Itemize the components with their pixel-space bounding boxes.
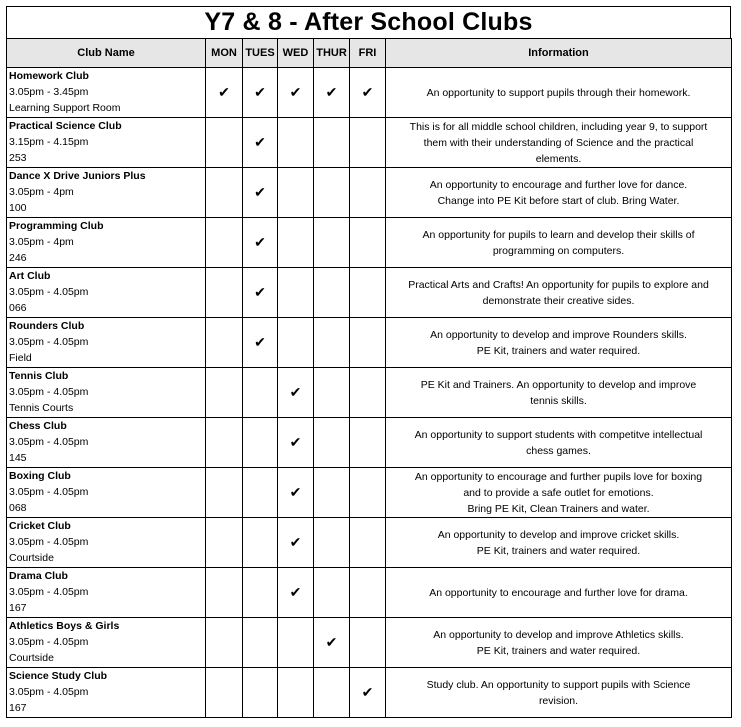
day-cell-tues (243, 418, 278, 468)
table-row (7, 618, 732, 668)
club-location: 167 (9, 602, 27, 614)
club-location: Courtside (9, 552, 54, 564)
club-location: 068 (9, 502, 27, 514)
club-time: 3.05pm - 4.05pm (9, 536, 89, 548)
day-cell-mon (206, 268, 243, 318)
info-line: Practical Arts and Crafts! An opportunity for pupils to explore and (408, 278, 709, 291)
club-cell (7, 318, 206, 368)
info-line: Study club. An opportunity to support pupils with Science (426, 678, 691, 691)
day-cell-tues (243, 218, 278, 268)
header-day-mon: MON (206, 39, 243, 68)
day-cell-fri (350, 318, 386, 368)
club-cell (7, 518, 206, 568)
club-location: 246 (9, 252, 27, 264)
info-line: An opportunity for pupils to learn and develop their skills of (422, 228, 695, 241)
clubs-sheet (6, 6, 731, 718)
day-cell-fri (350, 368, 386, 418)
info-line: demonstrate their creative sides. (482, 294, 635, 307)
day-cell-tues (243, 318, 278, 368)
info-cell (386, 568, 732, 618)
check-icon: ✔ (254, 334, 266, 350)
info-line: PE Kit, trainers and water required. (476, 344, 641, 357)
info-line: An opportunity to support students with competitve intellectual (414, 428, 703, 441)
club-name: Homework Club (9, 70, 89, 82)
check-icon: ✔ (254, 134, 266, 150)
day-cell-wed (278, 68, 314, 118)
check-icon: ✔ (289, 484, 302, 500)
day-cell-wed (278, 668, 314, 718)
club-rows (7, 68, 732, 718)
info-line: An opportunity to develop and improve Rounders skills. (430, 328, 687, 341)
club-cell (7, 618, 206, 668)
info-cell (386, 318, 732, 368)
club-cell (7, 118, 206, 168)
club-cell (7, 218, 206, 268)
day-cell-mon (206, 418, 243, 468)
club-name: Athletics Boys & Girls (9, 620, 120, 632)
header-day-fri: FRI (350, 39, 386, 68)
check-icon: ✔ (361, 84, 374, 100)
info-line: PE Kit, trainers and water required. (476, 544, 641, 557)
info-line: them with their understanding of Science and the practical (423, 136, 694, 149)
info-cell (386, 368, 732, 418)
club-name: Boxing Club (9, 470, 71, 482)
day-cell-fri (350, 518, 386, 568)
header-day-tues: TUES (243, 39, 278, 68)
day-cell-mon (206, 618, 243, 668)
day-cell-tues (243, 518, 278, 568)
club-location: 145 (9, 452, 27, 464)
info-line: An opportunity to develop and improve Athletics skills. (433, 628, 684, 641)
day-cell-wed (278, 418, 314, 468)
club-location: Learning Support Room (9, 102, 121, 114)
day-cell-tues (243, 468, 278, 518)
club-time: 3.05pm - 4.05pm (9, 686, 89, 698)
club-name: Tennis Club (9, 370, 69, 382)
day-cell-tues (243, 368, 278, 418)
club-location: 253 (9, 152, 27, 164)
info-line: and to provide a safe outlet for emotions. (463, 486, 654, 499)
page-title: Y7 & 8 - After School Clubs (6, 6, 731, 38)
info-cell (386, 118, 732, 168)
header-information: Information (386, 39, 732, 68)
check-icon: ✔ (325, 84, 338, 100)
info-line: An opportunity to support pupils through their homework. (426, 86, 691, 99)
day-cell-wed (278, 468, 314, 518)
day-cell-thur (314, 468, 350, 518)
table-row (7, 168, 732, 218)
club-location: Tennis Courts (9, 402, 74, 414)
day-cell-fri (350, 118, 386, 168)
club-time: 3.05pm - 4.05pm (9, 486, 89, 498)
info-cell (386, 268, 732, 318)
info-line: PE Kit and Trainers. An opportunity to develop and improve (420, 378, 697, 391)
club-name: Art Club (9, 270, 51, 282)
club-name: Drama Club (9, 570, 68, 582)
day-cell-fri (350, 568, 386, 618)
club-cell (7, 418, 206, 468)
day-cell-wed (278, 518, 314, 568)
club-cell (7, 168, 206, 218)
check-icon: ✔ (254, 284, 266, 300)
club-time: 3.05pm - 4pm (9, 236, 74, 248)
club-cell (7, 268, 206, 318)
header-day-wed: WED (278, 39, 314, 68)
day-cell-wed (278, 218, 314, 268)
day-cell-thur (314, 68, 350, 118)
table-row (7, 568, 732, 618)
day-cell-mon (206, 168, 243, 218)
club-time: 3.05pm - 4pm (9, 186, 74, 198)
club-location: Field (9, 352, 32, 364)
day-cell-thur (314, 118, 350, 168)
header-row (7, 39, 732, 68)
check-icon: ✔ (254, 234, 266, 250)
day-cell-thur (314, 318, 350, 368)
day-cell-tues (243, 68, 278, 118)
club-time: 3.05pm - 4.05pm (9, 586, 89, 598)
info-cell (386, 668, 732, 718)
info-line: revision. (538, 694, 579, 707)
day-cell-wed (278, 368, 314, 418)
club-name: Practical Science Club (9, 120, 122, 132)
club-time: 3.05pm - 4.05pm (9, 636, 89, 648)
clubs-table (6, 38, 732, 718)
day-cell-wed (278, 168, 314, 218)
header-club-name: Club Name (7, 39, 206, 68)
info-line: This is for all middle school children, including year 9, to support (409, 120, 708, 133)
day-cell-thur (314, 218, 350, 268)
info-cell (386, 168, 732, 218)
day-cell-wed (278, 568, 314, 618)
club-time: 3.05pm - 4.05pm (9, 436, 89, 448)
table-row (7, 68, 732, 118)
club-location: 100 (9, 202, 27, 214)
club-location: 066 (9, 302, 27, 314)
check-icon: ✔ (218, 84, 230, 100)
info-line: Change into PE Kit before start of club. Bring Water. (437, 194, 680, 207)
info-line: elements. (535, 152, 582, 165)
club-time: 3.15pm - 4.15pm (9, 136, 89, 148)
club-cell (7, 368, 206, 418)
day-cell-fri (350, 68, 386, 118)
club-time: 3.05pm - 4.05pm (9, 286, 89, 298)
table-row (7, 668, 732, 718)
club-location: Courtside (9, 652, 54, 664)
club-name: Programming Club (9, 220, 104, 232)
day-cell-fri (350, 418, 386, 468)
day-cell-fri (350, 218, 386, 268)
club-time: 3.05pm - 4.05pm (9, 336, 89, 348)
table-row (7, 368, 732, 418)
day-cell-wed (278, 268, 314, 318)
club-cell (7, 668, 206, 718)
info-line: tennis skills. (530, 394, 587, 407)
club-time: 3.05pm - 3.45pm (9, 86, 89, 98)
day-cell-tues (243, 168, 278, 218)
day-cell-mon (206, 568, 243, 618)
info-cell (386, 468, 732, 518)
check-icon: ✔ (289, 434, 302, 450)
day-cell-fri (350, 468, 386, 518)
table-row (7, 218, 732, 268)
day-cell-thur (314, 368, 350, 418)
day-cell-thur (314, 518, 350, 568)
info-line: programming on computers. (492, 244, 625, 257)
day-cell-tues (243, 268, 278, 318)
check-icon: ✔ (254, 84, 266, 100)
day-cell-mon (206, 218, 243, 268)
info-line: An opportunity to encourage and further love for dance. (429, 178, 688, 191)
club-cell (7, 568, 206, 618)
info-cell (386, 218, 732, 268)
info-line: PE Kit, trainers and water required. (476, 644, 641, 657)
day-cell-fri (350, 268, 386, 318)
day-cell-mon (206, 668, 243, 718)
info-cell (386, 418, 732, 468)
day-cell-tues (243, 118, 278, 168)
club-cell (7, 468, 206, 518)
club-location: 167 (9, 702, 27, 714)
day-cell-fri (350, 618, 386, 668)
day-cell-mon (206, 468, 243, 518)
info-cell (386, 518, 732, 568)
club-name: Dance X Drive Juniors Plus (9, 170, 146, 182)
club-name: Rounders Club (9, 320, 85, 332)
info-cell (386, 618, 732, 668)
info-cell (386, 68, 732, 118)
day-cell-thur (314, 268, 350, 318)
day-cell-mon (206, 518, 243, 568)
day-cell-fri (350, 168, 386, 218)
info-line: An opportunity to encourage and further love for drama. (429, 586, 688, 599)
check-icon: ✔ (254, 184, 266, 200)
day-cell-mon (206, 68, 243, 118)
info-line: Bring PE Kit, Clean Trainers and water. (467, 502, 650, 515)
day-cell-thur (314, 618, 350, 668)
day-cell-mon (206, 118, 243, 168)
club-name: Science Study Club (9, 670, 108, 682)
club-name: Chess Club (9, 420, 67, 432)
day-cell-tues (243, 568, 278, 618)
day-cell-wed (278, 618, 314, 668)
check-icon: ✔ (289, 384, 302, 400)
check-icon: ✔ (289, 84, 302, 100)
day-cell-mon (206, 368, 243, 418)
day-cell-tues (243, 668, 278, 718)
day-cell-wed (278, 118, 314, 168)
day-cell-mon (206, 318, 243, 368)
table-row (7, 468, 732, 518)
day-cell-fri (350, 668, 386, 718)
check-icon: ✔ (325, 634, 338, 650)
day-cell-thur (314, 418, 350, 468)
club-time: 3.05pm - 4.05pm (9, 386, 89, 398)
check-icon: ✔ (361, 684, 374, 700)
club-name: Cricket Club (9, 520, 71, 532)
day-cell-tues (243, 618, 278, 668)
info-line: An opportunity to develop and improve cricket skills. (437, 528, 680, 541)
day-cell-thur (314, 568, 350, 618)
table-row (7, 268, 732, 318)
info-line: An opportunity to encourage and further pupils love for boxing (414, 470, 703, 483)
club-cell (7, 68, 206, 118)
table-row (7, 318, 732, 368)
day-cell-thur (314, 168, 350, 218)
day-cell-thur (314, 668, 350, 718)
table-row (7, 518, 732, 568)
check-icon: ✔ (289, 584, 302, 600)
header-day-thur: THUR (314, 39, 350, 68)
info-line: chess games. (526, 444, 591, 457)
table-row (7, 118, 732, 168)
day-cell-wed (278, 318, 314, 368)
check-icon: ✔ (289, 534, 302, 550)
table-row (7, 418, 732, 468)
